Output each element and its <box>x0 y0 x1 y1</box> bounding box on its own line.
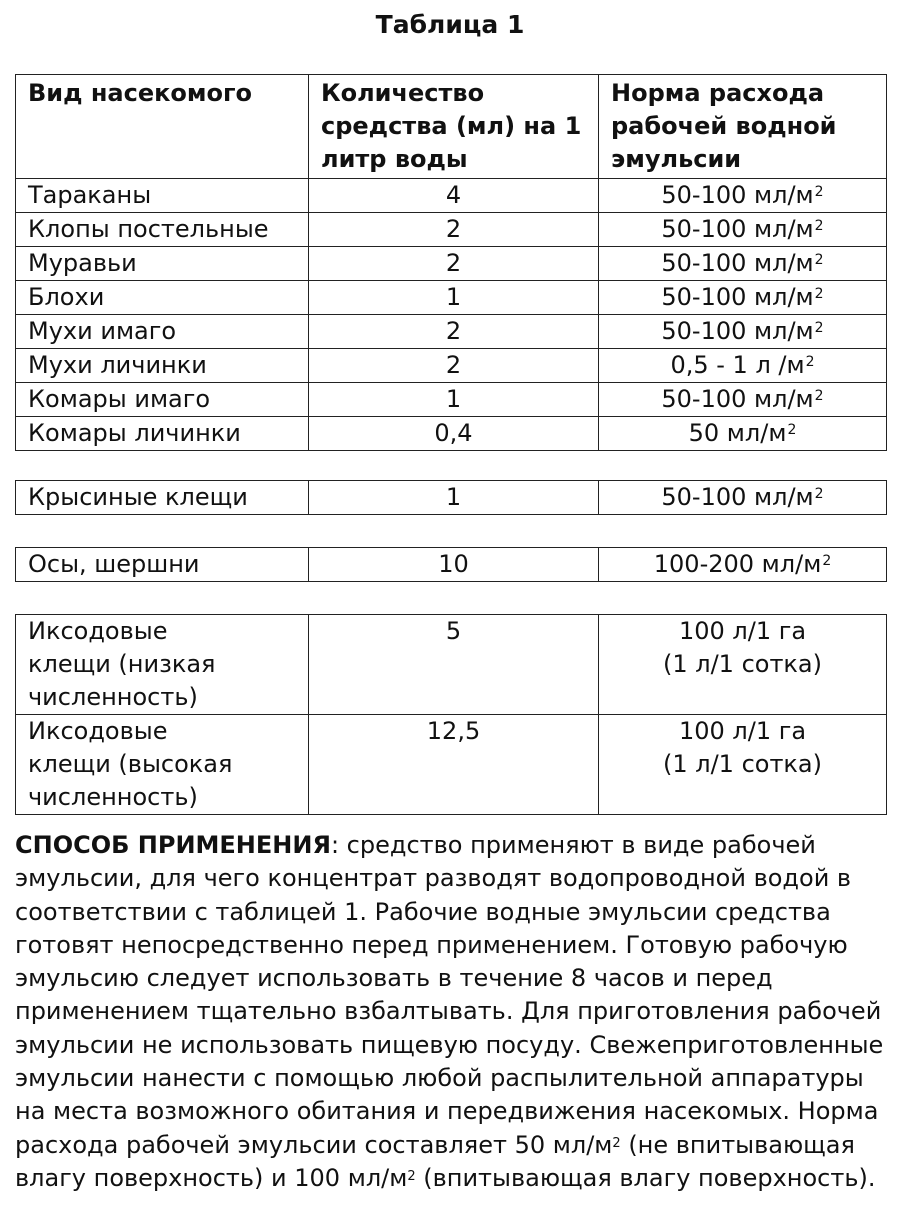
table-body <box>16 179 887 451</box>
table-row <box>16 615 887 715</box>
cell-insect: Крысиные клещи <box>16 481 309 515</box>
table-row <box>16 315 887 349</box>
table-row <box>16 349 887 383</box>
cell-norm <box>599 281 887 315</box>
cell-norm <box>599 179 887 213</box>
norm-line-2: (1 л/1 сотка) <box>662 750 822 778</box>
cell-insect: Осы, шершни <box>16 548 309 582</box>
ixodid-ticks-table <box>15 614 887 815</box>
cell-insect: Мухи личинки <box>16 349 309 383</box>
table-title: Таблица 1 <box>375 10 525 39</box>
wasps-table <box>15 547 887 582</box>
norm-text: 100-200 мл/м <box>653 550 822 578</box>
cell-amount: 2 <box>309 213 599 247</box>
table-header-row <box>16 75 887 179</box>
cell-amount: 5 <box>309 615 599 715</box>
cell-amount: 2 <box>309 349 599 383</box>
norm-text: 50-100 мл/м <box>661 283 814 311</box>
norm-superscript: 2 <box>814 320 824 336</box>
table-row <box>16 281 887 315</box>
table-row <box>16 417 887 451</box>
norm-superscript: 2 <box>787 422 797 438</box>
cell-norm <box>599 247 887 281</box>
norm-superscript: 2 <box>814 184 824 200</box>
cell-insect: Клопы постельные <box>16 213 309 247</box>
cell-amount: 2 <box>309 315 599 349</box>
cell-norm <box>599 481 887 515</box>
cell-amount: 2 <box>309 247 599 281</box>
header-insect: Вид насекомого <box>16 75 309 179</box>
table-row <box>16 179 887 213</box>
norm-text: 50-100 мл/м <box>661 385 814 413</box>
cell-amount: 1 <box>309 281 599 315</box>
method-superscript-1: 2 <box>612 1135 621 1151</box>
cell-amount: 0,4 <box>309 417 599 451</box>
rat-mites-table <box>15 480 887 515</box>
cell-norm <box>599 417 887 451</box>
method-text-part-1: : средство применяют в виде рабочей эмульсии, для чего концентрат разводят водопроводной водой в соответствии с таблицей 1. Рабочие водные эмульсии средства готовят непосредственно перед применением. Готовую рабочую эмульсию следует использовать в течение 8 часов и перед применением тщательно взбалтывать. Для приготовления рабочей эмульсии не использовать пищевую посуду. Свежеприготовленные эмульсии нанести с помощью любой распылительной аппаратуры на места возможного обитания и передвижения насекомых. Норма расхода рабочей эмульсии составляет 50 мл/м <box>15 831 884 1159</box>
insect-dosage-table <box>15 74 887 451</box>
table-row <box>16 715 887 815</box>
norm-line-1: 100 л/1 га <box>678 717 807 745</box>
method-text-part-2: (не впитывающая влагу поверхность) и 100 мл/м <box>15 1130 855 1192</box>
norm-text: 0,5 - 1 л /м <box>670 351 805 379</box>
cell-norm <box>599 213 887 247</box>
cell-norm <box>599 715 887 815</box>
table-row <box>16 247 887 281</box>
cell-norm <box>599 349 887 383</box>
cell-insect: Блохи <box>16 281 309 315</box>
norm-superscript: 2 <box>814 252 824 268</box>
norm-text: 50-100 мл/м <box>661 249 814 277</box>
method-text-part-3: (впитывающая влагу поверхность). <box>415 1163 876 1192</box>
cell-insect: Иксодовые клещи (высокая численность) <box>16 715 309 815</box>
norm-text: 50-100 мл/м <box>661 483 814 511</box>
method-superscript-2: 2 <box>407 1168 416 1184</box>
cell-norm <box>599 383 887 417</box>
cell-insect: Комары личинки <box>16 417 309 451</box>
norm-text: 50-100 мл/м <box>661 317 814 345</box>
norm-superscript: 2 <box>814 286 824 302</box>
cell-amount: 1 <box>309 481 599 515</box>
cell-norm <box>599 615 887 715</box>
cell-amount: 4 <box>309 179 599 213</box>
norm-superscript: 2 <box>814 218 824 234</box>
norm-superscript: 2 <box>805 354 815 370</box>
method-heading: СПОСОБ ПРИМЕНЕНИЯ <box>15 831 331 859</box>
cell-amount: 1 <box>309 383 599 417</box>
cell-norm <box>599 315 887 349</box>
cell-insect: Муравьи <box>16 247 309 281</box>
application-method-paragraph <box>15 829 890 1195</box>
norm-text: 50-100 мл/м <box>661 181 814 209</box>
header-amount: Количество средства (мл) на 1 литр воды <box>309 75 599 179</box>
table-row <box>16 481 887 515</box>
cell-amount: 10 <box>309 548 599 582</box>
cell-amount: 12,5 <box>309 715 599 815</box>
norm-line-1: 100 л/1 га <box>678 617 807 645</box>
table-row <box>16 383 887 417</box>
cell-insect: Иксодовые клещи (низкая численность) <box>16 615 309 715</box>
cell-insect: Комары имаго <box>16 383 309 417</box>
table-row <box>16 213 887 247</box>
cell-norm <box>599 548 887 582</box>
header-norm: Норма расхода рабочей водной эмульсии <box>599 75 887 179</box>
norm-text: 50 мл/м <box>688 419 787 447</box>
cell-insect: Мухи имаго <box>16 315 309 349</box>
norm-line-2: (1 л/1 сотка) <box>662 650 822 678</box>
cell-insect: Тараканы <box>16 179 309 213</box>
table-row <box>16 548 887 582</box>
norm-superscript: 2 <box>814 486 824 502</box>
norm-text: 50-100 мл/м <box>661 215 814 243</box>
norm-superscript: 2 <box>814 388 824 404</box>
norm-superscript: 2 <box>822 553 832 569</box>
